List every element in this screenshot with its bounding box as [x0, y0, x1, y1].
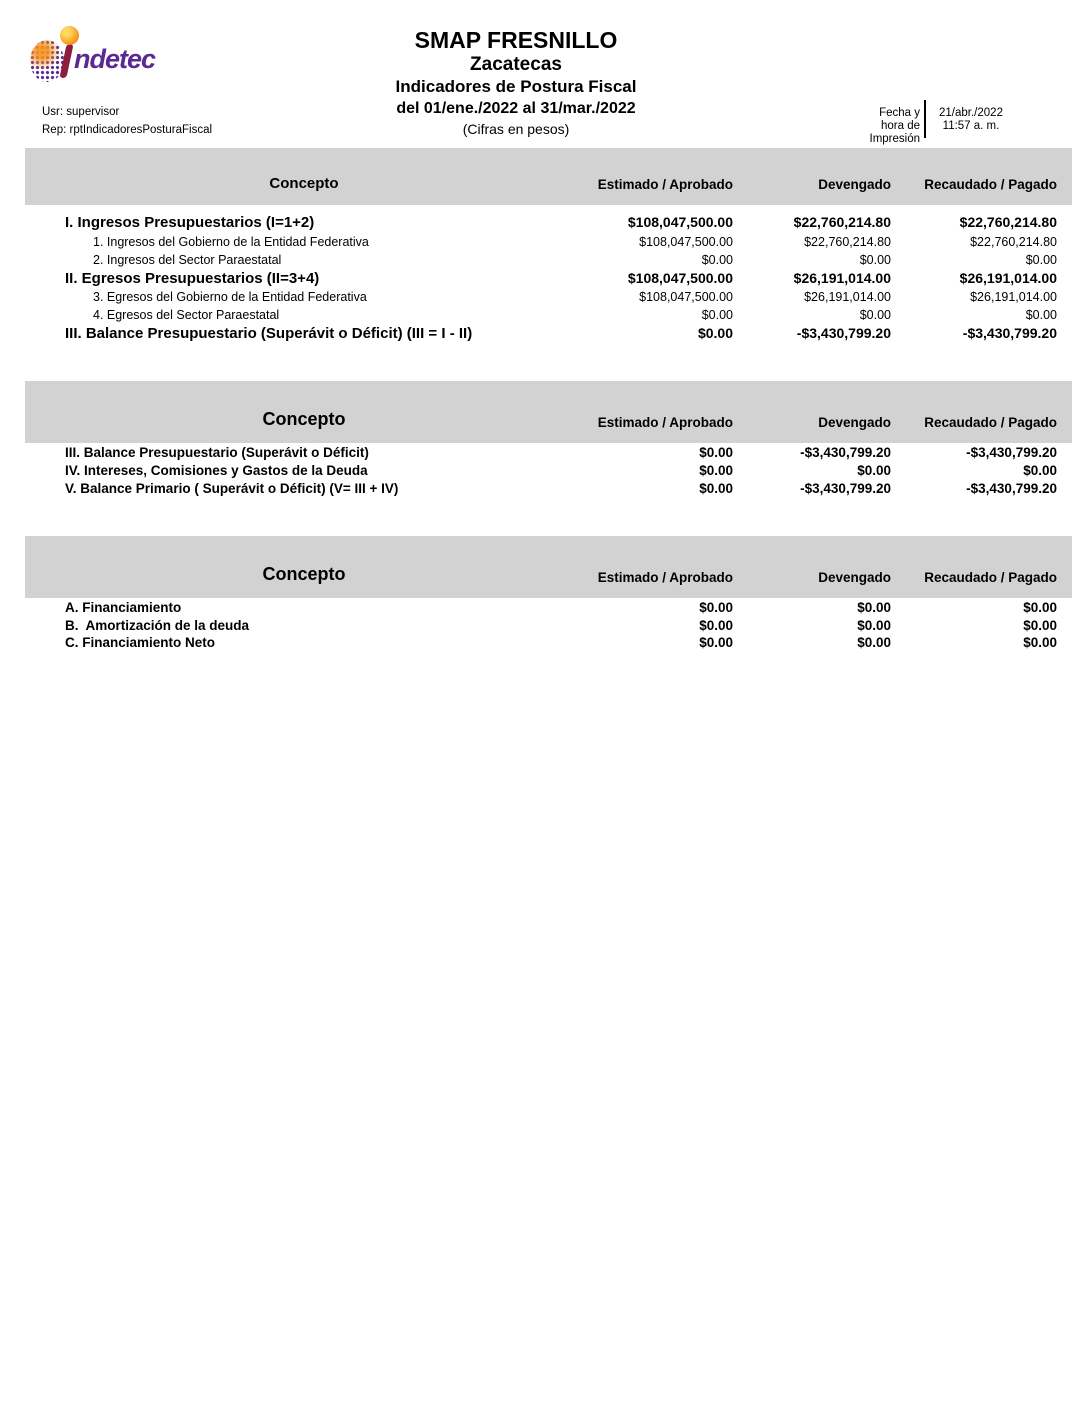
column-header-concepto: Concepto [262, 564, 346, 584]
table-row: C. Financiamiento Neto $0.00 $0.00 $0.00 [65, 635, 1057, 650]
table-row: IV. Intereses, Comisiones y Gastos de la Deuda $0.00 $0.00 $0.00 [65, 463, 1057, 478]
fiscal-table-3 [25, 599, 1072, 652]
meta-left [42, 104, 212, 139]
column-header-estimado: Estimado / Aprobado [597, 177, 733, 192]
column-header-recaudado: Recaudado / Pagado [924, 415, 1057, 430]
column-header-estimado: Estimado / Aprobado [597, 415, 733, 430]
print-label: Fecha y hora de Impresión [869, 107, 920, 145]
print-divider [924, 100, 926, 138]
table3-header [25, 536, 1072, 598]
report-period: del 01/ene./2022 al 31/mar./2022 [396, 100, 636, 117]
fiscal-table-1 [25, 213, 1072, 344]
report-units: (Cifras en pesos) [462, 121, 570, 137]
column-header-recaudado: Recaudado / Pagado [924, 177, 1057, 192]
table-row: 2. Ingresos del Sector Paraestatal $0.00 $0.00 $0.00 [93, 252, 1057, 267]
table2-header [25, 381, 1072, 443]
table-row: III. Balance Presupuestario (Superávit o Déficit) $0.00 -$3,430,799.20 -$3,430,799.20 [65, 445, 1057, 460]
report-id-label: Rep: rptIndicadoresPosturaFiscal [42, 123, 213, 136]
column-header-concepto: Concepto [269, 175, 339, 192]
table-row: B. Amortización de la deuda $0.00 $0.00 $0.00 [65, 617, 1057, 633]
table1-header [25, 148, 1072, 205]
state-name: Zacatecas [470, 54, 562, 75]
table-row: I. Ingresos Presupuestarios (I=1+2) $108,047,500.00 $22,760,214.80 $22,760,214.80 [65, 214, 1057, 231]
logo-text: ndetec [74, 44, 156, 74]
print-info [828, 100, 1012, 146]
print-values [930, 100, 1012, 146]
entity-name: SMAP FRESNILLO [414, 27, 618, 53]
column-header-devengado: Devengado [818, 570, 891, 585]
print-date: 21/abr./2022 [939, 107, 1003, 119]
fiscal-table-2 [25, 444, 1072, 498]
table-row: II. Egresos Presupuestarios (II=3+4) $108,047,500.00 $26,191,014.00 $26,191,014.00 [65, 269, 1057, 287]
column-header-devengado: Devengado [818, 177, 891, 192]
table-row: A. Financiamiento $0.00 $0.00 $0.00 [65, 600, 1057, 615]
table-row: V. Balance Primario ( Superávit o Déficit) (V= III + IV) $0.00 -$3,430,799.20 -$3,430,799.20 [65, 481, 1057, 496]
report-header [150, 28, 882, 139]
report-title: Indicadores de Postura Fiscal [395, 77, 637, 96]
user-label: Usr: supervisor [42, 106, 120, 118]
table-row: 4. Egresos del Sector Paraestatal $0.00 $0.00 $0.00 [93, 308, 1057, 322]
table-row: 1. Ingresos del Gobierno de la Entidad Federativa $108,047,500.00 $22,760,214.80 $22,760,214.80 [93, 234, 1057, 249]
table-row: 3. Egresos del Gobierno de la Entidad Federativa $108,047,500.00 $26,191,014.00 $26,191,014.00 [93, 290, 1057, 304]
print-time: 11:57 a. m. [942, 120, 1000, 132]
indetec-ball-icon [60, 26, 79, 45]
column-header-recaudado: Recaudado / Pagado [924, 570, 1057, 585]
column-header-devengado: Devengado [818, 415, 891, 430]
column-header-estimado: Estimado / Aprobado [597, 570, 733, 585]
table-row: III. Balance Presupuestario (Superávit o Déficit) (III = I - II) $0.00 -$3,430,799.20 -$3,430,799.20 [65, 325, 1057, 342]
column-header-concepto: Concepto [262, 409, 346, 429]
